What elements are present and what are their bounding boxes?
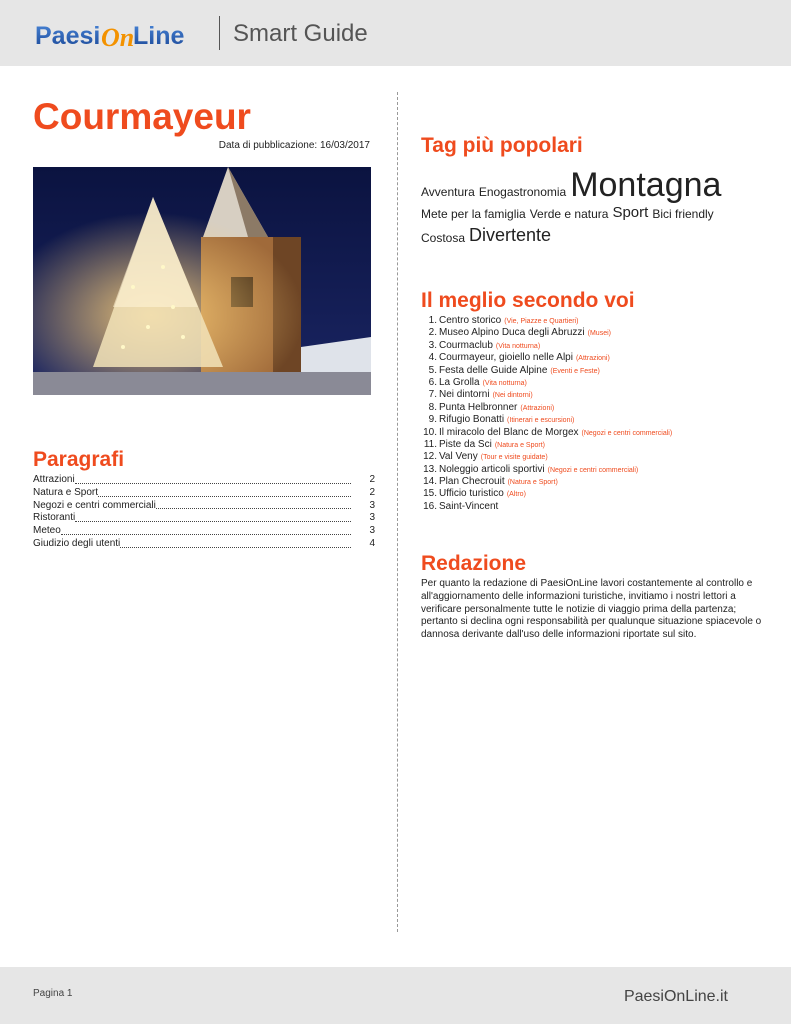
toc-leader [75,483,351,484]
tags-heading: Tag più popolari [421,134,583,157]
toc-label: Giudizio degli utenti [33,537,121,549]
tag-link[interactable]: Sport [612,204,649,221]
toc-page-number: 4 [369,537,375,549]
list-item-name: Courmayeur, gioiello nelle Alpi [439,352,573,364]
list-item-name: Courmaclub [439,339,493,351]
toc-leader [120,547,351,548]
list-item[interactable] [421,427,781,439]
toc-label: Meteo [33,525,61,537]
list-item-number: 11. [423,438,437,450]
list-item[interactable] [421,451,781,463]
list-item-category: (Tour e visite guidate) [480,454,548,462]
toc-leader [75,521,351,522]
list-item[interactable] [421,501,781,513]
toc-label: Negozi e centri commerciali [33,499,156,511]
list-item-category: (Natura e Sport) [507,479,558,487]
list-item[interactable] [421,377,781,389]
toc-page-number: 2 [369,474,375,485]
list-item[interactable] [421,340,781,352]
list-item-category: (Altro) [506,491,526,499]
list-item-name: Noleggio articoli sportivi [439,463,545,475]
list-item-number: 8. [428,401,437,413]
list-item-name: Museo Alpino Duca degli Abruzzi [439,327,585,339]
list-item-name: Ufficio turistico [439,488,504,500]
list-item-name: Rifugio Bonatti [439,414,505,426]
paragrafi-heading: Paragrafi [33,448,125,471]
list-item[interactable] [421,352,781,364]
list-item[interactable] [421,365,781,377]
site-link[interactable]: PaesiOnLine.it [623,988,728,1005]
tag-link[interactable]: Verde e natura [529,207,609,221]
list-item-number: 3. [428,339,437,351]
list-item-number: 12. [423,451,437,463]
list-item-name: Punta Helbronner [439,401,518,413]
tag-link[interactable]: Mete per la famiglia [421,207,526,221]
list-item-category: (Attrazioni) [575,355,610,363]
list-item-name: Plan Checrouit [439,476,505,488]
list-item-category: (Negozi e centri commerciali) [547,466,639,474]
header-separator [219,16,220,50]
column-divider [397,92,398,932]
list-item[interactable] [421,327,781,339]
svg-text:Line: Line [133,22,185,50]
toc-label: Ristoranti [33,512,76,524]
toc-label: Attrazioni [33,474,75,485]
toc-row[interactable] [33,474,375,487]
list-item-category: (Attrazioni) [520,404,555,412]
list-item-name: Saint-Vincent [439,500,499,512]
toc-label: Natura e Sport [33,486,99,498]
list-item[interactable] [421,389,781,401]
list-item-number: 1. [428,315,437,326]
page-title: Courmayeur [33,96,251,137]
svg-text:On: On [101,23,135,52]
tag-link[interactable]: Montagna [570,166,722,204]
tag-link[interactable]: Enogastronomia [478,185,567,199]
list-item-name: Val Veny [439,451,478,463]
list-item-category: (Natura e Sport) [494,441,545,449]
publication-date: Data di pubblicazione: 16/03/2017 [218,140,370,151]
list-item-category: (Itinerari e escursioni) [507,417,575,425]
page-number: Pagina 1 [33,988,73,999]
paesionline-logo [35,14,200,56]
list-item-category: (Vie, Piazze e Quartieri) [504,318,579,325]
list-item[interactable] [421,439,781,451]
best-list [421,315,781,513]
tag-link[interactable]: Bici friendly [652,207,714,221]
list-item-number: 6. [428,376,437,388]
list-item[interactable] [421,488,781,500]
list-item[interactable] [421,476,781,488]
list-item-number: 4. [428,352,437,364]
list-item-number: 9. [428,414,437,426]
list-item[interactable] [421,414,781,426]
list-item-name: Festa delle Guide Alpine [439,364,548,376]
list-item-name: Centro storico [439,315,502,326]
list-item-category: (Nei dintorni) [492,392,533,400]
header-title: Smart Guide [233,20,368,47]
redazione-heading: Redazione [421,552,527,575]
toc-page-number: 3 [369,512,375,524]
list-item-category: (Eventi e Feste) [550,367,600,375]
list-item-name: Il miracolo del Blanc de Morgex [439,426,579,438]
list-item-number: 7. [428,389,437,401]
list-item-number: 16. [423,500,437,512]
list-item-number: 14. [423,476,437,488]
list-item-name: Piste da Sci [439,438,492,450]
toc-page-number: 3 [369,525,375,537]
list-item-name: La Grolla [439,376,480,388]
list-item-name: Nei dintorni [439,389,490,401]
list-item-number: 10. [423,426,437,438]
list-item-number: 13. [423,463,437,475]
toc-row[interactable] [33,512,375,525]
paragrafi-toc [33,474,375,551]
toc-leader [156,508,351,509]
list-item[interactable] [421,464,781,476]
list-item-number: 5. [428,364,437,376]
list-item-number: 2. [428,327,437,339]
toc-row[interactable] [33,538,375,551]
list-item-number: 15. [423,488,437,500]
toc-page-number: 2 [369,486,375,498]
toc-row[interactable] [33,525,375,538]
list-item-category: (Musei) [587,330,611,338]
toc-leader [98,496,351,497]
best-heading: Il meglio secondo voi [421,289,635,312]
list-item-category: (Vita notturna) [482,379,527,387]
list-item-category: (Negozi e centri commerciali) [581,429,673,437]
page-header [0,0,791,66]
list-item[interactable] [421,402,781,414]
toc-row[interactable] [33,500,375,513]
tag-link[interactable]: Divertente [469,225,552,245]
tag-cloud [421,160,761,244]
redazione-text: Per quanto la redazione di PaesiOnLine lavori costantemente al controllo e all'aggiornamento delle informazioni turistiche, invitiamo i nostri lettori a verificare personalmente tutte le notizie di viaggio prima della partenza; pertanto si declina ogni responsabilità per qualunque situazione spiacevole o dannosa derivante dall'uso delle informazioni riportate sul sito. [421,578,762,641]
toc-leader [61,534,351,535]
courmayeur-photo [33,167,371,395]
toc-page-number: 3 [369,499,375,511]
list-item[interactable] [421,315,781,327]
list-item-category: (Vita notturna) [495,342,541,350]
svg-text:Paesi: Paesi [35,22,101,50]
toc-row[interactable] [33,487,375,500]
tag-link[interactable]: Avventura [421,185,475,199]
tag-link[interactable]: Costosa [421,231,466,245]
